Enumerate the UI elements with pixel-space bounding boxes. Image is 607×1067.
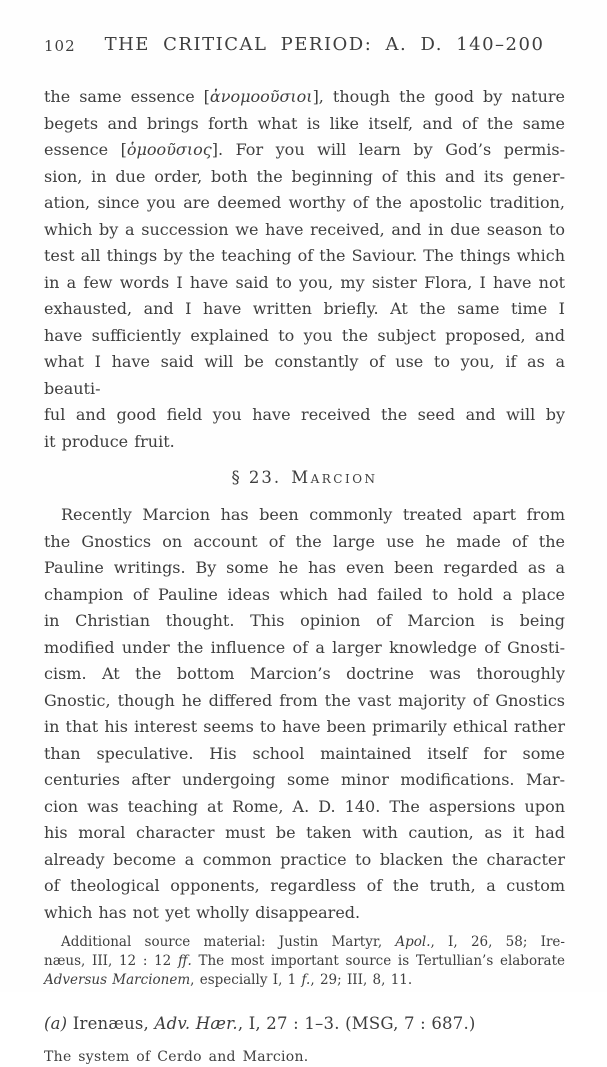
text-line: cism. At the bottom Marcion’s doctrine was thoroughly: [44, 664, 565, 683]
text-line: modified under the influence of a larger knowledge of Gnosti-: [44, 637, 565, 657]
section-title: Marcion: [291, 468, 378, 487]
section-heading: [44, 468, 565, 487]
source-note: [44, 933, 565, 989]
page-number: 102: [44, 37, 76, 55]
paragraph-flora-letter: [44, 84, 565, 455]
section-number: § 23.: [231, 468, 282, 487]
text-line: (a) Irenæus, Adv. Hær., I, 27 : 1–3. (MSG, 7 : 687.): [44, 1014, 476, 1034]
text-line: exhausted, and I have written briefly. At the same time I: [44, 299, 565, 318]
text-line: have sufficiently explained to you the subject proposed, and: [44, 325, 565, 345]
text-line: Adversus Marcionem, especially I, 1 f., 29; III, 8, 11.: [44, 971, 413, 988]
text-line: which by a succession we have received, and in due season to: [44, 219, 565, 239]
text-line: his moral character must be taken with caution, as it had: [44, 823, 565, 842]
text-line: it produce fruit.: [44, 431, 175, 451]
text-line: test all things by the teaching of the Saviour. The things which: [44, 246, 565, 265]
citation-irenaeus: [44, 1013, 565, 1035]
text-line: ful and good field you have received the seed and will by: [44, 405, 565, 424]
text-line: centuries after undergoing some minor modifications. Mar-: [44, 770, 565, 789]
text-line: the same essence [ἀνομοοῦσιοι], though the good by nature: [44, 87, 565, 106]
text-line: essence [ὁμοοῦσιος]. For you will learn by God’s permis-: [44, 140, 565, 159]
text-line: champion of Pauline ideas which had failed to hold a place: [44, 584, 565, 604]
text-line: begets and brings forth what is like itself, and of the same: [44, 113, 565, 133]
text-line: in Christian thought. This opinion of Marcion is being: [44, 611, 565, 630]
text-line: Pauline writings. By some he has even been regarded as a: [44, 558, 565, 577]
text-line: sion, in due order, both the beginning of this and its gener-: [44, 166, 565, 186]
text-line: Recently Marcion has been commonly treated apart from: [61, 505, 565, 524]
text-line: in that his interest seems to have been primarily ethical rather: [44, 717, 565, 736]
running-title: THE CRITICAL PERIOD: A. D. 140–200: [104, 34, 545, 55]
text-line: næus, III, 12 : 12 ff. The most important source is Tertullian’s elaborate: [44, 952, 565, 969]
text-line: Gnostic, though he differed from the vast majority of Gnostics: [44, 690, 565, 710]
text-line: which has not yet wholly disappeared.: [44, 902, 361, 922]
text-line: than speculative. His school maintained itself for some: [44, 743, 565, 763]
text-line: cion was teaching at Rome, A. D. 140. The aspersions upon: [44, 796, 565, 816]
running-header: [44, 34, 565, 58]
text-line: The system of Cerdo and Marcion.: [44, 1049, 309, 1066]
caption-cerdo-marcion: [44, 1047, 565, 1067]
text-line: in a few words I have said to you, my sister Flora, I have not: [44, 272, 565, 292]
text-line: what I have said will be constantly of use to you, if as a beauti-: [44, 352, 565, 398]
text-line: already become a common practice to blacken the character: [44, 849, 565, 869]
text-line: Additional source material: Justin Martyr, Apol., I, 26, 58; Ire-: [61, 934, 565, 950]
text-line: the Gnostics on account of the large use he made of the: [44, 531, 565, 551]
text-line: ation, since you are deemed worthy of the apostolic tradition,: [44, 193, 565, 212]
text-line: of theological opponents, regardless of the truth, a custom: [44, 876, 565, 895]
paragraph-marcion: [44, 502, 565, 926]
